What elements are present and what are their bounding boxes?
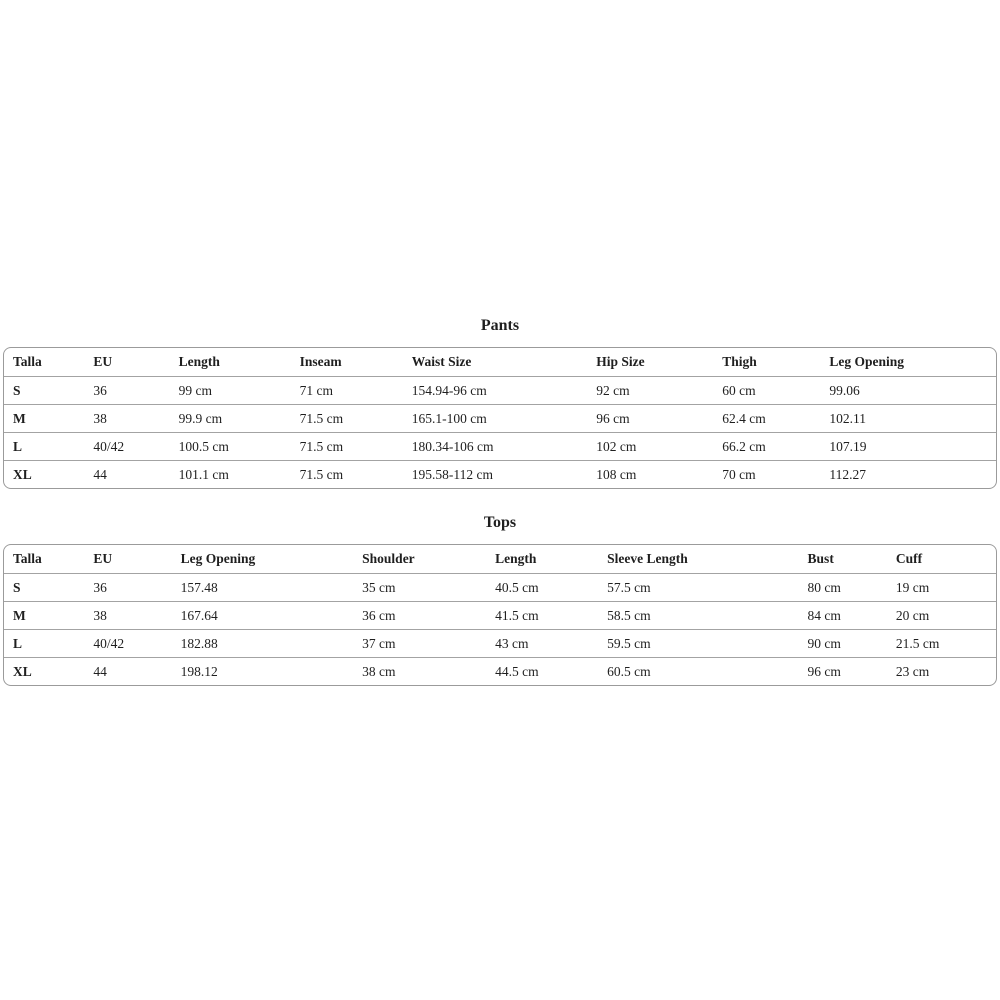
measurement-cell: 60.5 cm xyxy=(598,657,798,685)
column-header: Bust xyxy=(807,551,834,566)
measurement-cell: 19 cm xyxy=(887,573,996,601)
measurement-cell: 100.5 cm xyxy=(170,432,291,460)
measurement-cell: 198.12 xyxy=(172,657,354,685)
size-label-cell: XL xyxy=(4,657,84,685)
table-row xyxy=(4,573,996,601)
measurement-cell: 71.5 cm xyxy=(291,460,403,488)
measurement-cell: 99.06 xyxy=(820,376,996,404)
table-row xyxy=(4,601,996,629)
size-label-cell: L xyxy=(4,432,84,460)
measurement-cell: 37 cm xyxy=(353,629,486,657)
tops-table-title: Tops xyxy=(483,514,517,531)
column-header: Sleeve Length xyxy=(607,551,688,566)
table-row xyxy=(4,432,996,460)
measurement-cell: 96 cm xyxy=(587,404,713,432)
measurement-cell: 71.5 cm xyxy=(291,404,403,432)
column-header: Cuff xyxy=(895,551,923,566)
measurement-cell: 40/42 xyxy=(84,629,171,657)
measurement-cell: 154.94-96 cm xyxy=(403,376,588,404)
column-header: Talla xyxy=(13,354,42,369)
size-label-cell: S xyxy=(4,376,84,404)
measurement-cell: 60 cm xyxy=(713,376,820,404)
measurement-cell: 21.5 cm xyxy=(887,629,996,657)
measurement-cell: 180.34-106 cm xyxy=(403,432,588,460)
measurement-cell: 70 cm xyxy=(713,460,820,488)
column-header: Shoulder xyxy=(362,551,415,566)
measurement-cell: 38 xyxy=(84,601,171,629)
measurement-cell: 41.5 cm xyxy=(486,601,598,629)
table-row xyxy=(4,460,996,488)
column-header: Thigh xyxy=(722,354,757,369)
measurement-cell: 102 cm xyxy=(587,432,713,460)
size-label-cell: S xyxy=(4,573,84,601)
measurement-cell: 167.64 xyxy=(172,601,354,629)
measurement-cell: 36 xyxy=(84,573,171,601)
measurement-cell: 71 cm xyxy=(291,376,403,404)
measurement-cell: 195.58-112 cm xyxy=(403,460,588,488)
measurement-cell: 20 cm xyxy=(887,601,996,629)
column-header: Waist Size xyxy=(411,354,472,369)
measurement-cell: 38 cm xyxy=(353,657,486,685)
tops-section xyxy=(0,513,1000,686)
measurement-cell: 43 cm xyxy=(486,629,598,657)
measurement-cell: 44.5 cm xyxy=(486,657,598,685)
measurement-cell: 90 cm xyxy=(799,629,887,657)
column-header: Inseam xyxy=(299,354,342,369)
measurement-cell: 99 cm xyxy=(170,376,291,404)
measurement-cell: 182.88 xyxy=(172,629,354,657)
table-row xyxy=(4,376,996,404)
measurement-cell: 59.5 cm xyxy=(598,629,798,657)
pants-size-table xyxy=(3,347,997,489)
measurement-cell: 84 cm xyxy=(799,601,887,629)
column-header: Length xyxy=(178,354,220,369)
measurement-cell: 165.1-100 cm xyxy=(403,404,588,432)
column-header: EU xyxy=(93,354,113,369)
column-header: Leg Opening xyxy=(180,551,256,566)
column-header: Leg Opening xyxy=(829,354,904,369)
size-label-cell: M xyxy=(4,404,84,432)
measurement-cell: 101.1 cm xyxy=(170,460,291,488)
measurement-cell: 58.5 cm xyxy=(598,601,798,629)
measurement-cell: 96 cm xyxy=(799,657,887,685)
measurement-cell: 36 xyxy=(84,376,169,404)
measurement-cell: 62.4 cm xyxy=(713,404,820,432)
measurement-cell: 23 cm xyxy=(887,657,996,685)
measurement-cell: 40/42 xyxy=(84,432,169,460)
column-header: Hip Size xyxy=(596,354,645,369)
measurement-cell: 44 xyxy=(84,657,171,685)
measurement-cell: 80 cm xyxy=(799,573,887,601)
table-row xyxy=(4,404,996,432)
measurement-cell: 66.2 cm xyxy=(713,432,820,460)
column-header: EU xyxy=(93,551,113,566)
measurement-cell: 35 cm xyxy=(353,573,486,601)
measurement-cell: 157.48 xyxy=(172,573,354,601)
measurement-cell: 108 cm xyxy=(587,460,713,488)
table-row xyxy=(4,657,996,685)
measurement-cell: 36 cm xyxy=(353,601,486,629)
header-row xyxy=(4,348,996,376)
measurement-cell: 71.5 cm xyxy=(291,432,403,460)
measurement-cell: 102.11 xyxy=(820,404,996,432)
column-header: Talla xyxy=(13,551,42,566)
measurement-cell: 112.27 xyxy=(820,460,996,488)
pants-section xyxy=(0,316,1000,489)
measurement-cell: 38 xyxy=(84,404,169,432)
measurement-cell: 99.9 cm xyxy=(170,404,291,432)
table-row xyxy=(4,629,996,657)
column-header: Length xyxy=(495,551,537,566)
size-label-cell: M xyxy=(4,601,84,629)
measurement-cell: 92 cm xyxy=(587,376,713,404)
measurement-cell: 44 xyxy=(84,460,169,488)
measurement-cell: 40.5 cm xyxy=(486,573,598,601)
tops-size-table xyxy=(3,544,997,686)
size-label-cell: L xyxy=(4,629,84,657)
pants-table-title: Pants xyxy=(480,317,520,334)
size-label-cell: XL xyxy=(4,460,84,488)
header-row xyxy=(4,545,996,573)
measurement-cell: 57.5 cm xyxy=(598,573,798,601)
measurement-cell: 107.19 xyxy=(820,432,996,460)
